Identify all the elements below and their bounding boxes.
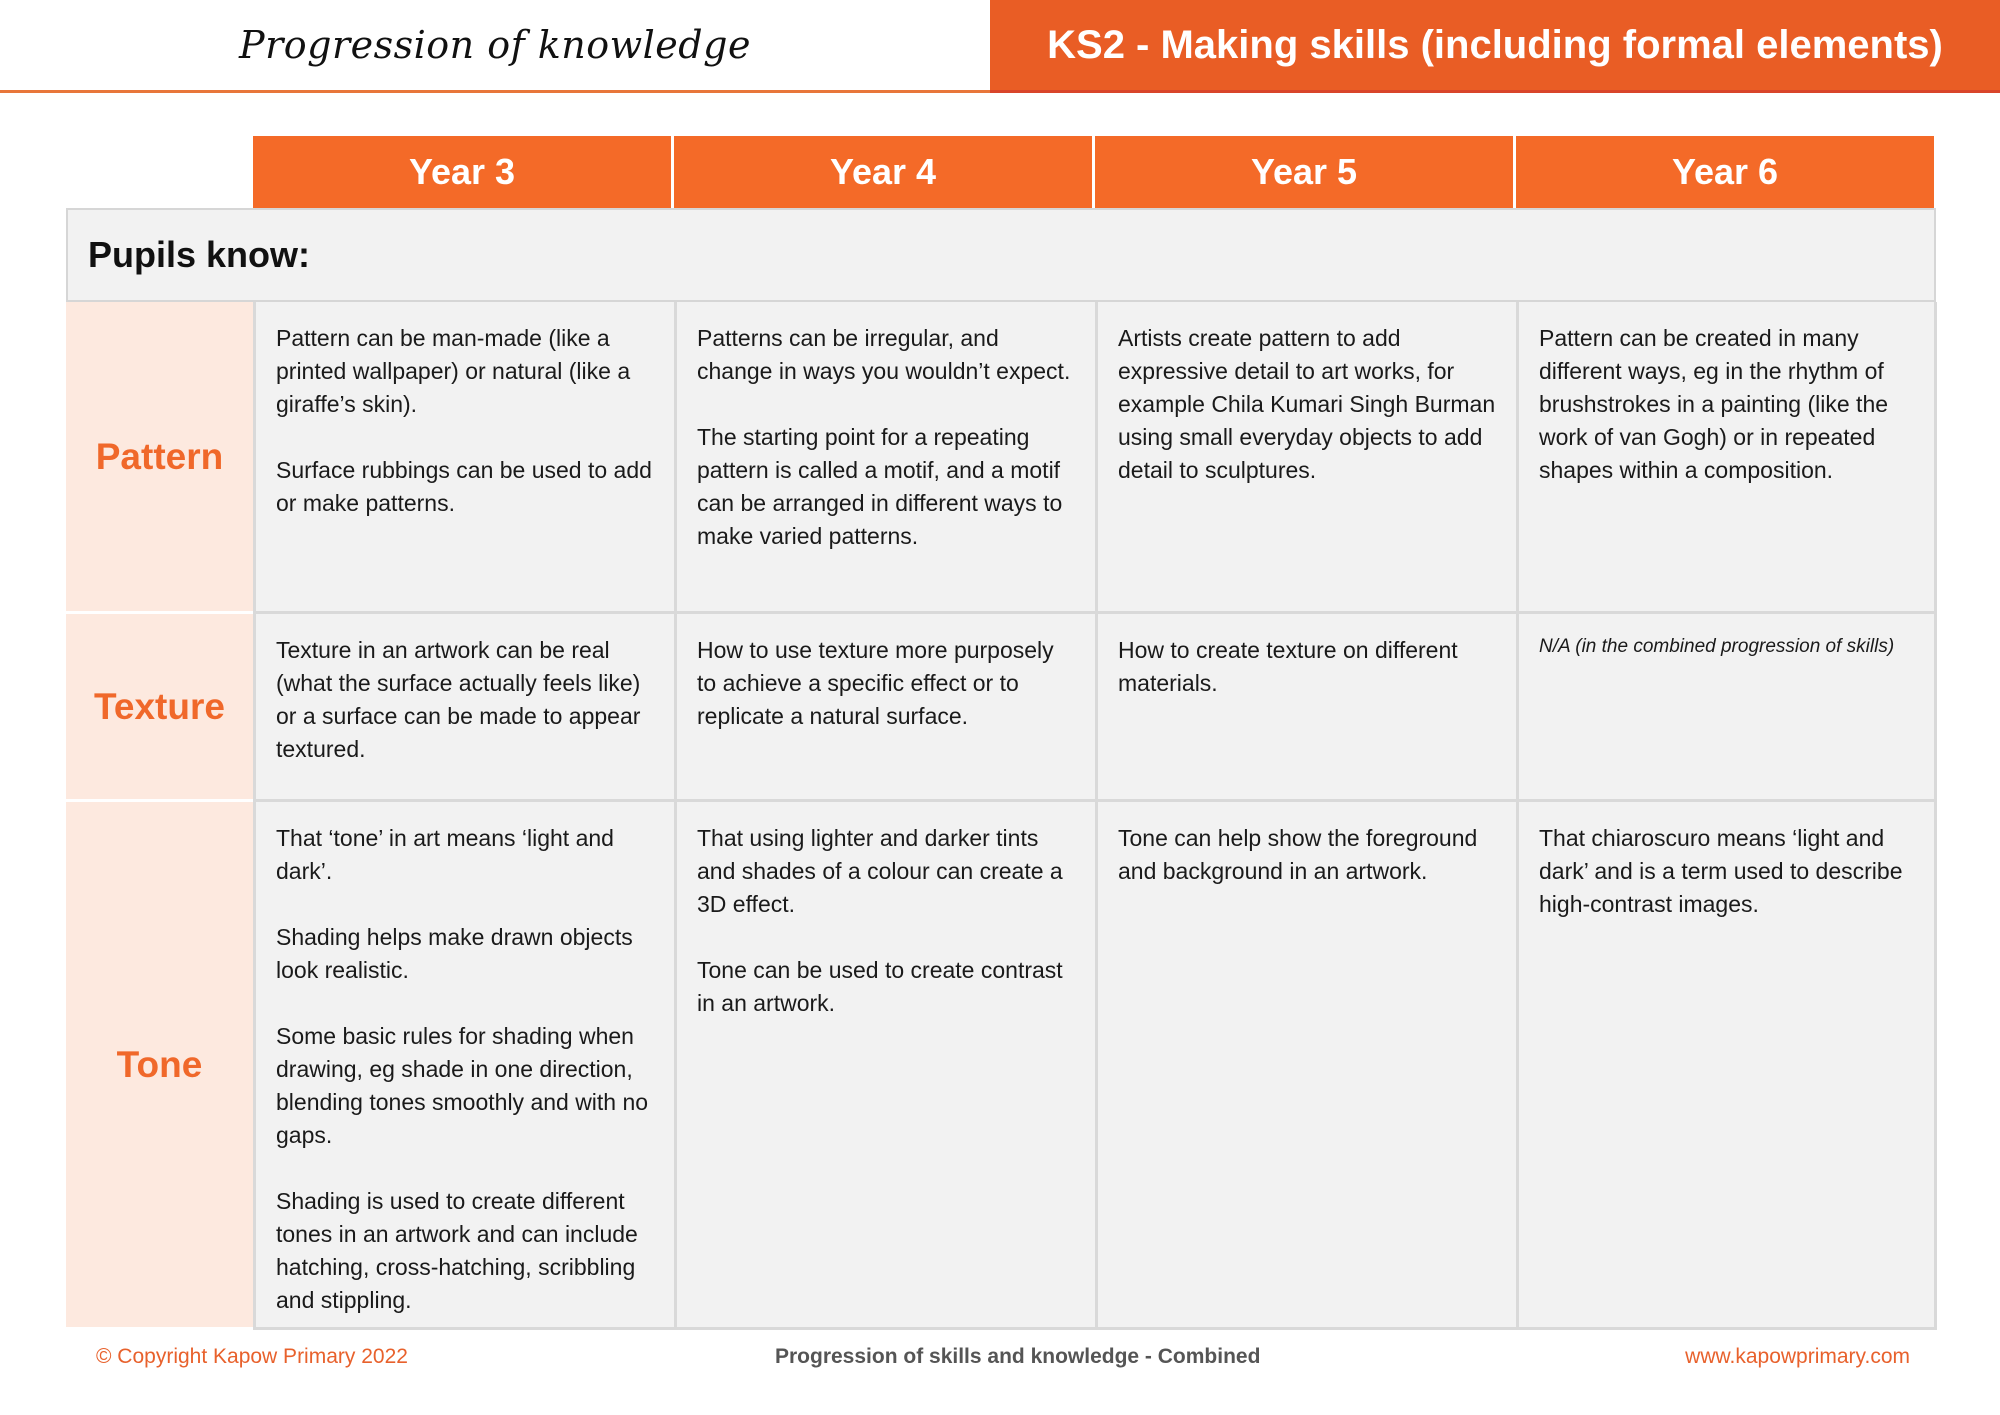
table-cell (674, 802, 1095, 1330)
table-cell (1516, 802, 1937, 1330)
cell-text: Shading helps make drawn objects look realistic. (276, 924, 633, 983)
copyright-text: © Copyright Kapow Primary 2022 (96, 1345, 408, 1368)
cell-text: Surface rubbings can be used to add or make patterns. (276, 457, 652, 516)
header-left (0, 0, 990, 93)
table-cell (253, 302, 674, 614)
table-cell (674, 614, 1095, 802)
cell-text: The starting point for a repeating pattern is called a motif, and a motif can be arranged in different ways to make varied patterns. (697, 424, 1063, 549)
cell-text: Patterns can be irregular, and change in ways you wouldn’t expect. (697, 325, 1071, 384)
website-link[interactable]: www.kapowprimary.com (1685, 1345, 1910, 1368)
cell-text: That ‘tone’ in art means ‘light and dark’. (276, 825, 614, 884)
footer-caption: Progression of skills and knowledge - Combined (775, 1345, 1261, 1368)
table-cell (1516, 614, 1937, 802)
page-subtitle: Progression of knowledge (239, 23, 751, 67)
cell-text: Some basic rules for shading when drawing, eg shade in one direction, blending tones smoothly and with no gaps. (276, 1023, 649, 1148)
cell-text: How to create texture on different materials. (1118, 637, 1458, 696)
cell-text: That chiaroscuro means ‘light and dark’ and is a term used to describe high-contrast images. (1539, 825, 1903, 917)
cell-text: Texture in an artwork can be real (what the surface actually feels like) or a surface can be made to appear textured. (276, 637, 641, 762)
header-right (990, 0, 2000, 93)
footer (0, 1345, 2000, 1375)
cell-text: Artists create pattern to add expressive detail to art works, for example Chila Kumari Singh Burman using small everyday objects to add detail to sculptures. (1118, 325, 1496, 483)
year-header-cell: Year 6 (1516, 136, 1934, 208)
table-row-texture (66, 614, 1937, 802)
page-title: KS2 - Making skills (including formal elements) (1047, 22, 1943, 67)
pupils-know-heading: Pupils know: (66, 208, 1936, 302)
year-header-cell: Year 5 (1095, 136, 1516, 208)
cell-text: Tone can help show the foreground and background in an artwork. (1118, 825, 1478, 884)
row-label-texture: Texture (66, 614, 253, 802)
year-header-cell: Year 3 (253, 136, 674, 208)
cell-note: N/A (in the combined progression of skills) (1539, 636, 1895, 657)
cell-text: Pattern can be created in many different ways, eg in the rhythm of brushstrokes in a painting (like the work of van Gogh) or in repeated shapes within a composition. (1539, 325, 1889, 483)
table-cell (253, 802, 674, 1330)
table-row-pattern (66, 302, 1937, 614)
table-cell (1095, 802, 1516, 1330)
table-cell (253, 614, 674, 802)
cell-text: Pattern can be man-made (like a printed wallpaper) or natural (like a giraffe’s skin). (276, 325, 631, 417)
year-header-cell: Year 4 (674, 136, 1095, 208)
cell-text: That using lighter and darker tints and shades of a colour can create a 3D effect. (697, 825, 1063, 917)
table-cell (1095, 614, 1516, 802)
cell-text: Shading is used to create different tones in an artwork and can include hatching, cross-hatching, scribbling and stippling. (276, 1188, 638, 1313)
table-cell (1095, 302, 1516, 614)
row-label-pattern: Pattern (66, 302, 253, 614)
cell-text: How to use texture more purposely to achieve a specific effect or to replicate a natural surface. (697, 637, 1054, 729)
table-cell (674, 302, 1095, 614)
table-row-tone (66, 802, 1937, 1330)
row-label-tone: Tone (66, 802, 253, 1330)
cell-text: Tone can be used to create contrast in an artwork. (697, 957, 1063, 1016)
table-cell (1516, 302, 1937, 614)
year-header-row (253, 136, 1934, 208)
